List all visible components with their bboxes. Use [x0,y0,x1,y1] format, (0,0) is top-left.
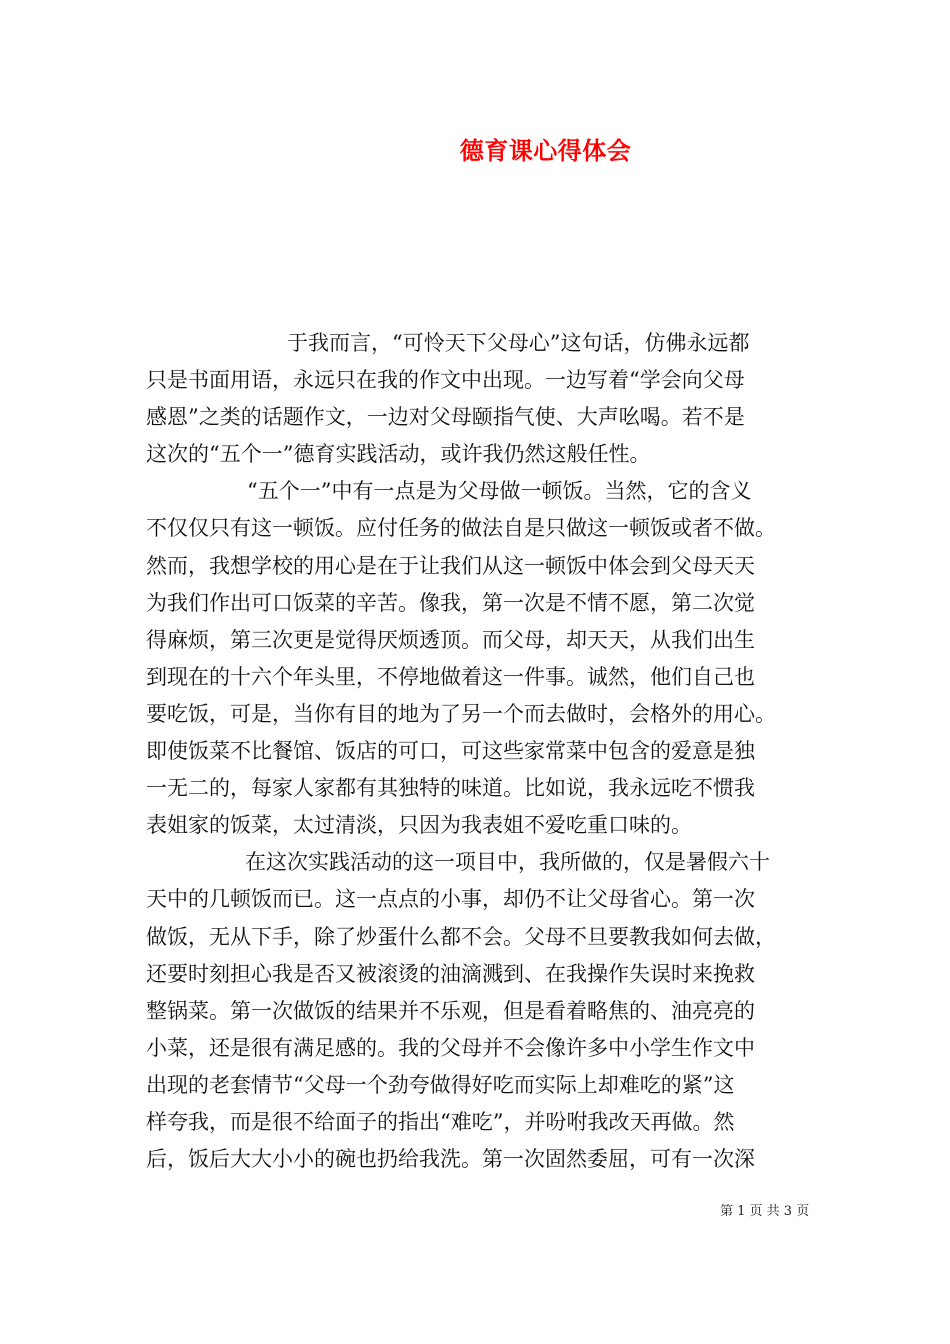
paragraph-line: 然而，我想学校的用心是在于让我们从这一顿饭中体会到父母天天 [146,553,755,578]
paragraph-line: 得麻烦，第三次更是觉得厌烦透顶。而父母，却天天，从我们出生 [146,627,755,652]
paragraph-line: 要吃饭，可是，当你有目的地为了另一个而去做时，会格外的用心。 [146,701,776,726]
paragraph-line: 只是书面用语，永远只在我的作文中出现。一边写着“学会向父母 [146,368,745,393]
document-title: 德育课心得体会 [459,136,632,165]
paragraph-line: 做饭，无从下手，除了炒蛋什么都不会。父母不旦要教我如何去做， [146,924,776,949]
paragraph-line: 表姐家的饭菜，太过清淡，只因为我表姐不爱吃重口味的。 [146,813,692,838]
paragraph-line: 于我而言，“可怜天下父母心”这句话，仿佛永远都 [287,331,750,355]
paragraph-line: 整锅菜。第一次做饭的结果并不乐观，但是看着略焦的、油亮亮的 [146,998,755,1023]
paragraph-1 [146,325,806,473]
paragraph-line: 即使饭菜不比餐馆、饭店的可口，可这些家常菜中包含的爱意是独 [146,739,755,764]
paragraph-line: 这次的“五个一”德育实践活动，或许我仍然这般任性。 [146,442,651,467]
page-number-footer: 第 1 页 共 3 页 [720,1204,810,1219]
paragraph-line: 为我们作出可口饭菜的辛苦。像我，第一次是不情不愿，第二次觉 [146,590,755,615]
paragraph-line: 在这次实践活动的这一项目中，我所做的，仅是暑假六十 [245,850,770,875]
paragraph-line: 小菜，还是很有满足感的。我的父母并不会像许多中小学生作文中 [146,1035,755,1060]
paragraph-line: 出现的老套情节“父母一个劲夸做得好吃而实际上却难吃的紧”这 [146,1072,735,1097]
document-body [146,325,806,1178]
paragraph-line: 一无二的，每家人家都有其独特的味道。比如说，我永远吃不惯我 [146,776,755,801]
paragraph-line: 还要时刻担心我是否又被滚烫的油滴溅到、在我操作失误时来挽救 [146,961,755,986]
paragraph-line: 天中的几顿饭而已。这一点点的小事，却仍不让父母省心。第一次 [146,887,755,912]
paragraph-line: 感恩”之类的话题作文，一边对父母颐指气使、大声吆喝。若不是 [146,405,745,430]
paragraph-line: 到现在的十六个年头里，不停地做着这一件事。诚然，他们自己也 [146,664,755,689]
paragraph-line: “五个一”中有一点是为父母做一顿饭。当然，它的含义 [247,479,752,504]
paragraph-2 [146,473,806,844]
paragraph-3 [146,844,806,1178]
paragraph-line: 后，饭后大大小小的碗也扔给我洗。第一次固然委屈，可有一次深 [146,1147,755,1172]
paragraph-line: 不仅仅只有这一顿饭。应付任务的做法自是只做这一顿饭或者不做。 [146,516,776,541]
paragraph-line: 样夸我，而是很不给面子的指出“难吃”，并吩咐我改天再做。然 [146,1109,735,1134]
